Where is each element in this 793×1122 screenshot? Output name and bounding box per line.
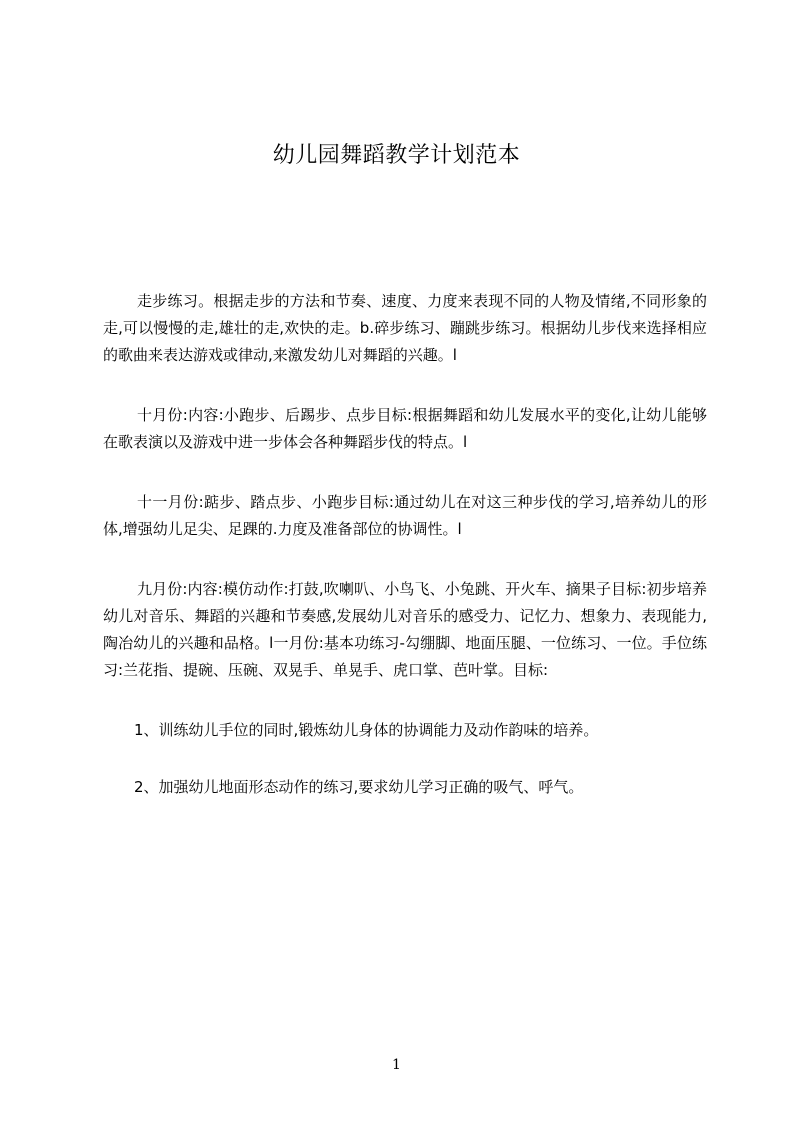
paragraph-september: 九月份:内容:模仿动作:打鼓,吹喇叭、小鸟飞、小兔跳、开火车、摘果子目标:初步培养幼儿对音乐、舞蹈的兴趣和节奏感,发展幼儿对音乐的感受力、记忆力、想象力、表现能力,陶冶幼儿的兴趣和品格。l一月份:基本功练习-勾绷脚、地面压腿、一位练习、一位。手位练习:兰花指、提碗、压碗、双晃手、单晃手、虎口掌、芭叶掌。目标: — [103, 580, 707, 679]
paragraph-walking-steps: 走步练习。根据走步的方法和节奏、速度、力度来表现不同的人物及情绪,不同形象的走,可以慢慢的走,雄壮的走,欢快的走。b.碎步练习、蹦跳步练习。根据幼儿步伐来选择相应的歌曲来表达游戏或律动,来激发幼儿对舞蹈的兴趣。l — [103, 292, 707, 364]
paragraph-november: 十一月份:踮步、踏点步、小跑步目标:通过幼儿在对这三种步伐的学习,培养幼儿的形体,增强幼儿足尖、足踝的.力度及准备部位的协调性。l — [103, 493, 707, 538]
paragraph-october: 十月份:内容:小跑步、后踢步、点步目标:根据舞蹈和幼儿发展水平的变化,让幼儿能够在歌表演以及游戏中进一步体会各种舞蹈步伐的特点。l — [103, 406, 707, 451]
document-body — [103, 288, 707, 831]
list-item-goal-1: 1、训练幼儿手位的同时,锻炼幼儿身体的协调能力及动作韵味的培养。 — [134, 721, 599, 739]
page-number: 1 — [392, 1057, 401, 1073]
document-title: 幼儿园舞蹈教学计划范本 — [272, 143, 521, 168]
list-item-goal-2: 2、加强幼儿地面形态动作的练习,要求幼儿学习正确的吸气、呼气。 — [134, 778, 584, 796]
